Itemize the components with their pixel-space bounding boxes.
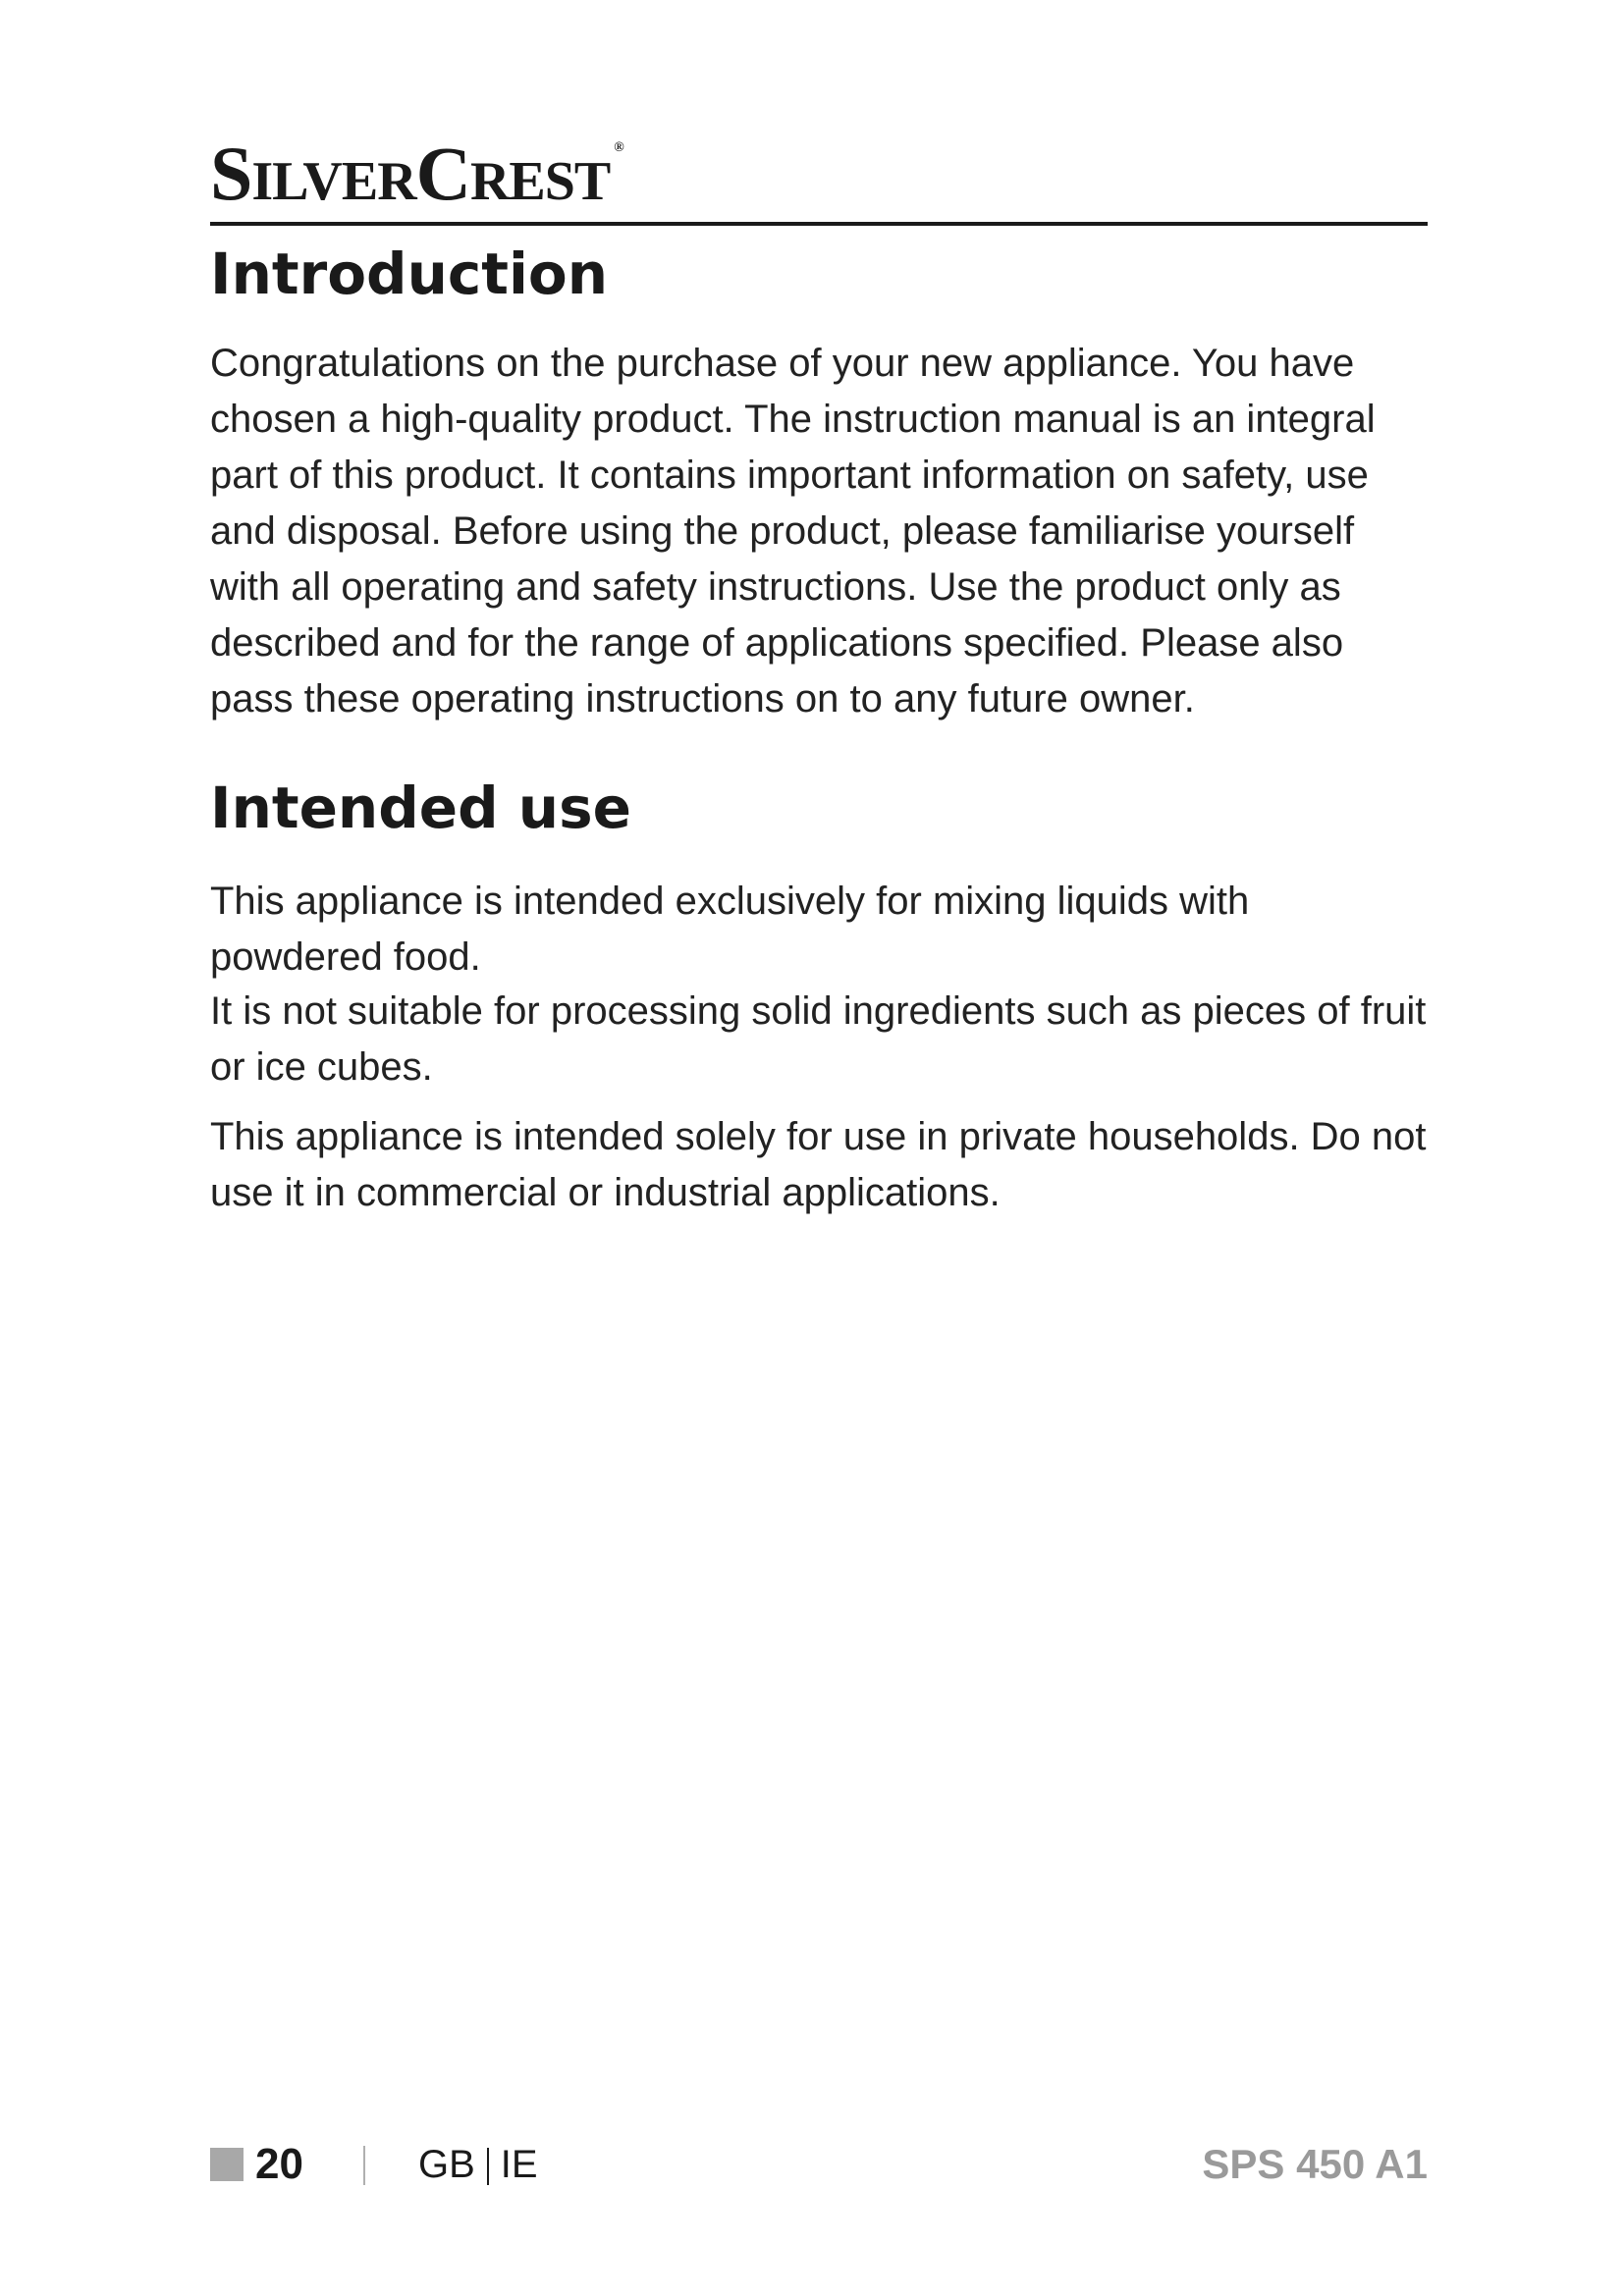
language-codes (418, 2140, 538, 2189)
lang-gb: GB (418, 2143, 475, 2186)
footer-divider (363, 2146, 365, 2185)
lang-ie: IE (500, 2143, 538, 2186)
brand-logo (210, 131, 623, 216)
lang-separator (487, 2148, 489, 2185)
brand-word-rest: REST (469, 151, 611, 212)
model-number: SPS 450 A1 (1202, 2141, 1428, 2187)
brand-letter-s: S (210, 131, 252, 216)
intended-use-heading: Intended use (210, 774, 631, 841)
introduction-heading: Introduction (210, 240, 608, 307)
intended-use-paragraph-1: This appliance is intended exclusively for mixing liquids with powdered food. (210, 880, 1250, 979)
header-rule (210, 222, 1428, 226)
introduction-body: Congratulations on the purchase of your new appliance. You have chosen a high-quality product. The instruction manual is an integral part of this product. It contains important information on safety, use and disposal. Before using the product, please familiarise yourself with all operating and safety instructions. Use the product only as described and for the range of applications specified. Please also pass these operating instructions on to any future owner. (210, 342, 1376, 721)
page-footer (210, 2140, 1428, 2189)
intended-use-paragraph-2: It is not suitable for processing solid ingredients such as pieces of fruit or ice cubes. (210, 989, 1427, 1089)
brand-word-ilver: ILVER (251, 151, 416, 212)
brand-letter-c: C (415, 131, 470, 216)
page-number: 20 (255, 2140, 303, 2188)
footer-square-icon (210, 2148, 244, 2181)
registered-mark: ® (614, 140, 623, 155)
intended-use-paragraph-3: This appliance is intended solely for use in private households. Do not use it in commercial or industrial applications. (210, 1115, 1427, 1214)
